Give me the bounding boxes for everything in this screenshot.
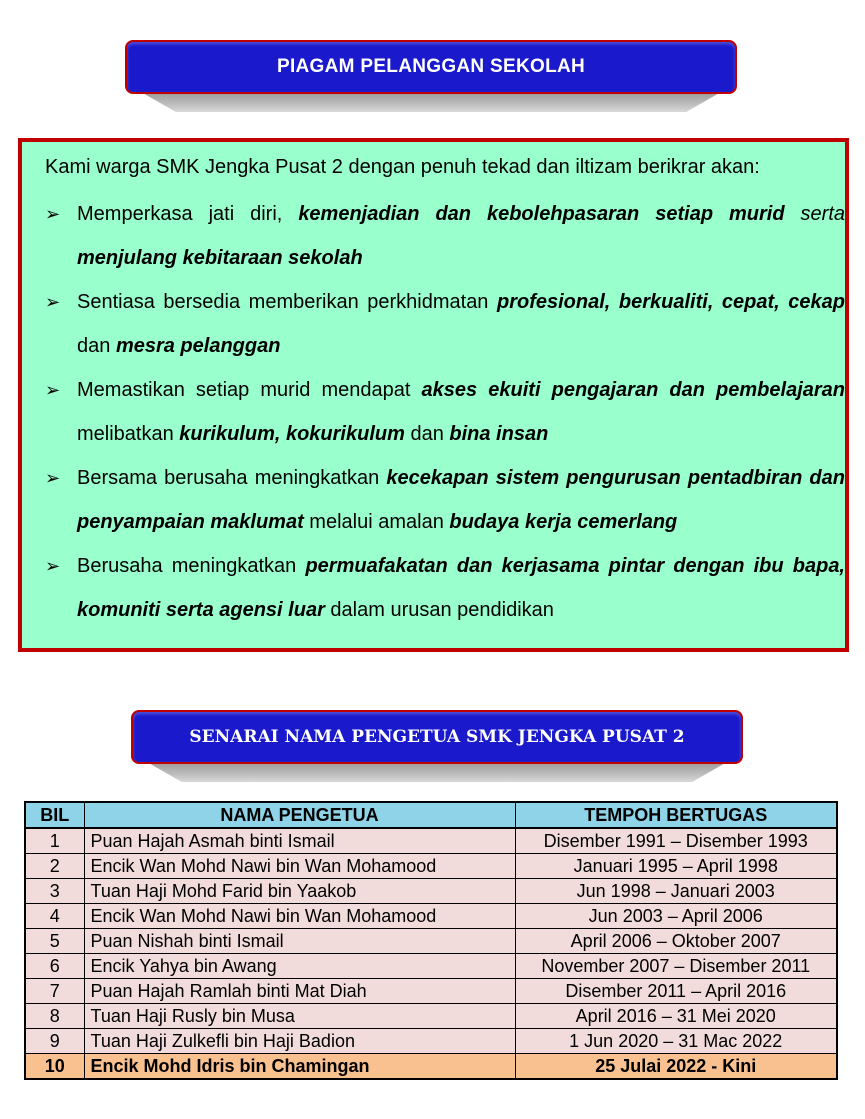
header-bil: BIL bbox=[25, 802, 84, 828]
charter-item-emphasis: bina insan bbox=[449, 423, 549, 445]
row-bil: 8 bbox=[25, 1004, 84, 1029]
charter-item-text: Memperkasa jati diri, bbox=[77, 203, 299, 225]
charter-item-text: dalam urusan pendidikan bbox=[324, 599, 554, 621]
table-row bbox=[25, 828, 837, 854]
row-bil: 5 bbox=[25, 929, 84, 954]
charter-item-emphasis: permuafakatan dan kerjasama pintar dengan ibu bapa, komuniti serta agensi luar bbox=[77, 555, 845, 621]
arrow-bullet-icon: ➢ bbox=[45, 292, 61, 312]
arrow-bullet-icon: ➢ bbox=[45, 380, 61, 400]
row-tempoh: 25 Julai 2022 - Kini bbox=[515, 1054, 837, 1080]
row-nama: Encik Mohd Idris bin Chamingan bbox=[84, 1054, 515, 1080]
row-tempoh: Januari 1995 – April 1998 bbox=[515, 854, 837, 879]
charter-item bbox=[43, 368, 845, 456]
table-row bbox=[25, 1004, 837, 1029]
row-bil: 7 bbox=[25, 979, 84, 1004]
row-nama: Encik Wan Mohd Nawi bin Wan Mohamood bbox=[84, 854, 515, 879]
charter-item-text: Memastikan setiap murid mendapat bbox=[77, 379, 422, 401]
principals-title: SENARAI NAMA PENGETUA SMK JENGKA PUSAT 2 bbox=[131, 710, 743, 764]
table-row bbox=[25, 904, 837, 929]
charter-item bbox=[43, 192, 845, 280]
row-tempoh: November 2007 – Disember 2011 bbox=[515, 954, 837, 979]
row-tempoh: April 2016 – 31 Mei 2020 bbox=[515, 1004, 837, 1029]
charter-item bbox=[43, 544, 845, 632]
row-nama: Tuan Haji Rusly bin Musa bbox=[84, 1004, 515, 1029]
row-nama: Encik Yahya bin Awang bbox=[84, 954, 515, 979]
charter-list bbox=[43, 192, 845, 632]
charter-item-text: dan bbox=[404, 423, 450, 445]
charter-item-text: dan bbox=[77, 335, 116, 357]
charter-item-text: Sentiasa bersedia memberikan perkhidmatan bbox=[77, 291, 497, 313]
table-row bbox=[25, 1054, 837, 1080]
row-bil: 2 bbox=[25, 854, 84, 879]
charter-title: PIAGAM PELANGGAN SEKOLAH bbox=[125, 40, 737, 94]
row-tempoh: Jun 1998 – Januari 2003 bbox=[515, 879, 837, 904]
row-tempoh: April 2006 – Oktober 2007 bbox=[515, 929, 837, 954]
charter-item-text: Bersama berusaha meningkatkan bbox=[77, 467, 387, 489]
row-tempoh: Jun 2003 – April 2006 bbox=[515, 904, 837, 929]
principals-title-banner bbox=[131, 710, 743, 782]
arrow-bullet-icon: ➢ bbox=[45, 204, 61, 224]
table-header-row bbox=[25, 802, 837, 828]
table-row bbox=[25, 979, 837, 1004]
table-row bbox=[25, 879, 837, 904]
charter-item-emphasis: kurikulum, kokurikulum bbox=[179, 423, 405, 445]
charter-item bbox=[43, 456, 845, 544]
row-bil: 9 bbox=[25, 1029, 84, 1054]
charter-item-emphasis: profesional, berkualiti, cepat, cekap bbox=[497, 291, 845, 313]
row-bil: 1 bbox=[25, 828, 84, 854]
arrow-bullet-icon: ➢ bbox=[45, 556, 61, 576]
charter-item-emphasis: menjulang kebitaraan sekolah bbox=[77, 247, 363, 269]
charter-box bbox=[18, 138, 849, 652]
arrow-bullet-icon: ➢ bbox=[45, 468, 61, 488]
row-nama: Puan Hajah Asmah binti Ismail bbox=[84, 828, 515, 854]
row-nama: Puan Hajah Ramlah binti Mat Diah bbox=[84, 979, 515, 1004]
row-bil: 3 bbox=[25, 879, 84, 904]
header-tempoh: TEMPOH BERTUGAS bbox=[515, 802, 837, 828]
charter-item-emphasis: mesra pelanggan bbox=[115, 335, 281, 357]
charter-item-text: serta bbox=[784, 203, 845, 225]
charter-item-text: melalui amalan bbox=[303, 511, 450, 533]
charter-item-emphasis: budaya kerja cemerlang bbox=[449, 511, 678, 533]
row-tempoh: 1 Jun 2020 – 31 Mac 2022 bbox=[515, 1029, 837, 1054]
row-tempoh: Disember 2011 – April 2016 bbox=[515, 979, 837, 1004]
table-row bbox=[25, 854, 837, 879]
principals-table bbox=[24, 801, 838, 1080]
charter-item-text: Berusaha meningkatkan bbox=[77, 555, 306, 577]
row-bil: 6 bbox=[25, 954, 84, 979]
charter-title-banner bbox=[125, 40, 737, 112]
header-nama: NAMA PENGETUA bbox=[84, 802, 515, 828]
charter-item-emphasis: akses ekuiti pengajaran dan pembelajaran bbox=[421, 379, 845, 401]
charter-intro: Kami warga SMK Jengka Pusat 2 dengan penuh tekad dan iltizam berikrar akan: bbox=[45, 156, 760, 178]
table-row bbox=[25, 1029, 837, 1054]
charter-item-emphasis: kecekapan sistem pengurusan pentadbiran dan penyampaian maklumat bbox=[77, 467, 845, 533]
charter-item-emphasis: kemenjadian dan kebolehpasaran setiap murid bbox=[298, 203, 785, 225]
charter-item bbox=[43, 280, 845, 368]
banner-shadow bbox=[141, 92, 721, 112]
charter-item-text: melibatkan bbox=[77, 423, 180, 445]
row-nama: Tuan Haji Mohd Farid bin Yaakob bbox=[84, 879, 515, 904]
row-nama: Puan Nishah binti Ismail bbox=[84, 929, 515, 954]
row-bil: 10 bbox=[25, 1054, 84, 1080]
principals-table-body bbox=[25, 828, 837, 1079]
row-bil: 4 bbox=[25, 904, 84, 929]
table-row bbox=[25, 954, 837, 979]
row-nama: Tuan Haji Zulkefli bin Haji Badion bbox=[84, 1029, 515, 1054]
table-row bbox=[25, 929, 837, 954]
row-tempoh: Disember 1991 – Disember 1993 bbox=[515, 828, 837, 854]
row-nama: Encik Wan Mohd Nawi bin Wan Mohamood bbox=[84, 904, 515, 929]
banner-shadow bbox=[147, 762, 727, 782]
